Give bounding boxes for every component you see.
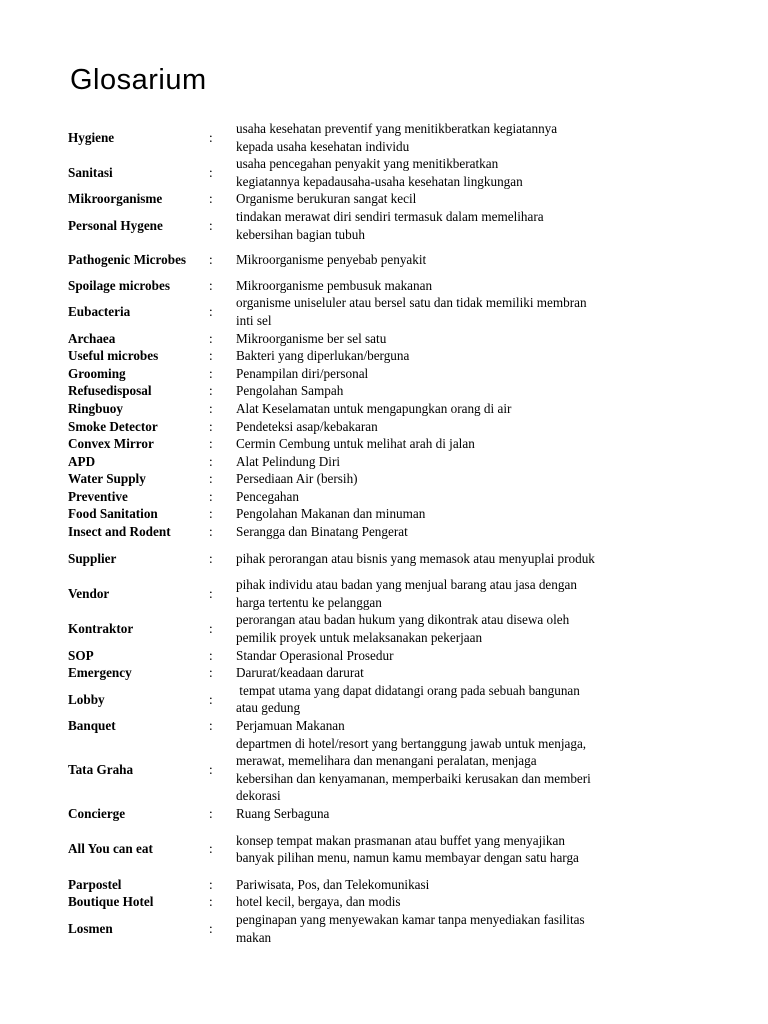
glossary-definition bbox=[236, 330, 641, 348]
term-separator: : bbox=[209, 550, 213, 566]
glossary-entry bbox=[68, 435, 708, 453]
term-separator: : bbox=[209, 129, 213, 145]
glossary-entry bbox=[68, 735, 708, 805]
glossary-entry bbox=[68, 470, 708, 488]
definition-line: inti sel bbox=[236, 312, 272, 328]
term-separator: : bbox=[209, 453, 213, 469]
term-separator: : bbox=[209, 665, 213, 681]
page-title: Glosarium bbox=[70, 64, 207, 96]
glossary-term: Concierge bbox=[68, 805, 126, 821]
glossary-entry bbox=[68, 893, 708, 911]
definition-line: makan bbox=[236, 929, 272, 945]
definition-line: hotel kecil, bergaya, dan modis bbox=[236, 894, 401, 910]
glossary-definition bbox=[236, 418, 641, 436]
glossary-entry bbox=[68, 418, 708, 436]
glossary-term: Hygiene bbox=[68, 129, 115, 145]
definition-line: penginapan yang menyewakan kamar tanpa menyediakan fasilitas bbox=[236, 911, 585, 927]
glossary-term: Ringbuoy bbox=[68, 400, 123, 416]
glossary-definition bbox=[236, 277, 641, 295]
glossary-entry bbox=[68, 400, 708, 418]
glossary-entry bbox=[68, 717, 708, 735]
glossary-definition bbox=[236, 155, 641, 190]
glossary-term: Personal Hygene bbox=[68, 217, 163, 233]
glossary-term: Food Sanitation bbox=[68, 506, 158, 522]
term-separator: : bbox=[209, 191, 213, 207]
definition-line: organisme uniseluler atau bersel satu dan tidak memiliki membran bbox=[236, 295, 587, 311]
definition-line: pemilik proyek untuk melaksanakan pekerjaan bbox=[236, 630, 483, 646]
glossary-definition bbox=[236, 435, 641, 453]
glossary-entry bbox=[68, 382, 708, 400]
definition-line: usaha pencegahan penyakit yang menitikberatkan bbox=[236, 156, 499, 172]
glossary-term: Water Supply bbox=[68, 471, 146, 487]
definition-line: kebersihan dan kenyamanan, memperbaiki kerusakan dan memberi bbox=[236, 770, 591, 786]
glossary-entry bbox=[68, 277, 708, 295]
glossary-term: Emergency bbox=[68, 665, 132, 681]
glossary-entry bbox=[68, 876, 708, 894]
glossary-definition bbox=[236, 805, 641, 823]
glossary-definition bbox=[236, 717, 641, 735]
term-separator: : bbox=[209, 718, 213, 733]
glossary-term: Insect and Rodent bbox=[68, 524, 171, 540]
definition-line: perorangan atau badan hukum yang dikontrak atau disewa oleh bbox=[236, 612, 570, 628]
definition-line: kepada usaha kesehatan individu bbox=[236, 138, 410, 154]
definition-line: Organisme berukuran sangat kecil bbox=[236, 191, 417, 207]
term-separator: : bbox=[209, 894, 213, 910]
glossary-term: Convex Mirror bbox=[68, 436, 154, 452]
glossary-term: Preventive bbox=[68, 488, 128, 504]
glossary-entry bbox=[68, 550, 708, 568]
glossary-definition bbox=[236, 400, 641, 418]
term-separator: : bbox=[209, 761, 213, 777]
glossary-term: Spoilage microbes bbox=[68, 277, 170, 293]
definition-line: Pendeteksi asap/kebakaran bbox=[236, 418, 378, 434]
definition-line: pihak individu atau badan yang menjual barang atau jasa dengan bbox=[236, 577, 577, 593]
term-separator: : bbox=[209, 365, 213, 381]
glossary-entry bbox=[68, 208, 708, 243]
glossary-definition bbox=[236, 576, 641, 611]
glossary-entry bbox=[68, 576, 708, 611]
term-separator: : bbox=[209, 252, 213, 268]
glossary-entry bbox=[68, 832, 708, 867]
definition-line: banyak pilihan menu, namun kamu membayar dengan satu harga bbox=[236, 850, 579, 866]
definition-line: Pengolahan Makanan dan minuman bbox=[236, 506, 426, 522]
glossary-definition bbox=[236, 251, 641, 269]
definition-line: tempat utama yang dapat didatangi orang pada sebuah bangunan bbox=[236, 682, 580, 698]
term-separator: : bbox=[209, 841, 213, 857]
term-separator: : bbox=[209, 164, 213, 180]
definition-line: konsep tempat makan prasmanan atau buffet yang menyajikan bbox=[236, 832, 565, 848]
glossary-entry bbox=[68, 664, 708, 682]
glossary-term: Grooming bbox=[68, 365, 126, 381]
glossary-definition bbox=[236, 876, 641, 894]
definition-line: dekorasi bbox=[236, 788, 281, 804]
definition-line: Pariwisata, Pos, dan Telekomunikasi bbox=[236, 876, 430, 892]
glossary-definition bbox=[236, 190, 641, 208]
glossary-term: All You can eat bbox=[68, 841, 153, 857]
glossary-definition bbox=[236, 294, 641, 329]
glossary-definition bbox=[236, 505, 641, 523]
term-separator: : bbox=[209, 621, 213, 637]
definition-line: Mikroorganisme penyebab penyakit bbox=[236, 252, 427, 268]
glossary-entry bbox=[68, 611, 708, 646]
definition-line: Alat Keselamatan untuk mengapungkan orang di air bbox=[236, 400, 512, 416]
definition-line: Cermin Cembung untuk melihat arah di jalan bbox=[236, 436, 475, 452]
glossary-definition bbox=[236, 382, 641, 400]
glossary-definition bbox=[236, 832, 641, 867]
term-separator: : bbox=[209, 400, 213, 416]
glossary-definition bbox=[236, 470, 641, 488]
glossary-term: Smoke Detector bbox=[68, 418, 158, 434]
term-separator: : bbox=[209, 277, 213, 293]
definition-line: Perjamuan Makanan bbox=[236, 718, 345, 733]
term-separator: : bbox=[209, 436, 213, 452]
glossary-entry bbox=[68, 647, 708, 665]
glossary-term: Tata Graha bbox=[68, 761, 134, 777]
glossary-entry bbox=[68, 523, 708, 541]
term-separator: : bbox=[209, 805, 213, 821]
term-separator: : bbox=[209, 691, 213, 707]
glossary-entry bbox=[68, 505, 708, 523]
term-separator: : bbox=[209, 506, 213, 522]
definition-line: Standar Operasional Prosedur bbox=[236, 647, 394, 663]
glossary-definition bbox=[236, 488, 641, 506]
glossary-term: Mikroorganisme bbox=[68, 191, 163, 207]
definition-line: Penampilan diri/personal bbox=[236, 365, 369, 381]
glossary-term: Kontraktor bbox=[68, 621, 134, 637]
glossary-entry bbox=[68, 190, 708, 208]
glossary-term: Losmen bbox=[68, 920, 113, 936]
term-separator: : bbox=[209, 383, 213, 399]
definition-line: Mikroorganisme ber sel satu bbox=[236, 330, 387, 346]
glossary-term: Vendor bbox=[68, 586, 110, 602]
definition-line: Pengolahan Sampah bbox=[236, 383, 344, 399]
glossary-term: Supplier bbox=[68, 550, 117, 566]
term-separator: : bbox=[209, 920, 213, 936]
term-separator: : bbox=[209, 330, 213, 346]
glossary-entry bbox=[68, 805, 708, 823]
glossary-entry bbox=[68, 347, 708, 365]
definition-line: Alat Pelindung Diri bbox=[236, 453, 341, 469]
definition-line: Pencegahan bbox=[236, 488, 299, 504]
term-separator: : bbox=[209, 524, 213, 540]
glossary-entry bbox=[68, 365, 708, 383]
glossary-term: Lobby bbox=[68, 691, 105, 707]
glossary-entry bbox=[68, 294, 708, 329]
glossary-term: Archaea bbox=[68, 330, 116, 346]
term-separator: : bbox=[209, 488, 213, 504]
glossary-term: Eubacteria bbox=[68, 304, 131, 320]
glossary-entry bbox=[68, 911, 708, 946]
glossary-definition bbox=[236, 347, 641, 365]
glossary-definition bbox=[236, 893, 641, 911]
definition-line: usaha kesehatan preventif yang menitikberatkan kegiatannya bbox=[236, 121, 558, 136]
term-separator: : bbox=[209, 348, 213, 364]
glossary-term: Parpostel bbox=[68, 876, 122, 892]
glossary-definition bbox=[236, 453, 641, 471]
definition-line: Bakteri yang diperlukan/berguna bbox=[236, 348, 410, 364]
glossary-list bbox=[68, 120, 708, 946]
glossary-definition bbox=[236, 647, 641, 665]
definition-line: atau gedung bbox=[236, 700, 301, 716]
term-separator: : bbox=[209, 304, 213, 320]
term-separator: : bbox=[209, 217, 213, 233]
definition-line: Darurat/keadaan darurat bbox=[236, 665, 364, 681]
definition-line: Serangga dan Binatang Pengerat bbox=[236, 524, 408, 540]
glossary-term: Banquet bbox=[68, 718, 116, 733]
glossary-term: SOP bbox=[68, 647, 94, 663]
definition-line: merawat, memelihara dan menangani peralatan, menjaga bbox=[236, 753, 537, 769]
definition-line: kegiatannya kepadausaha-usaha kesehatan lingkungan bbox=[236, 173, 523, 189]
glossary-entry bbox=[68, 488, 708, 506]
definition-line: departmen di hotel/resort yang bertanggung jawab untuk menjaga, bbox=[236, 735, 587, 751]
term-separator: : bbox=[209, 876, 213, 892]
glossary-definition bbox=[236, 664, 641, 682]
glossary-definition bbox=[236, 550, 641, 568]
glossary-term: APD bbox=[68, 453, 96, 469]
definition-line: tindakan merawat diri sendiri termasuk dalam memelihara bbox=[236, 208, 544, 224]
glossary-entry bbox=[68, 330, 708, 348]
definition-line: Mikroorganisme pembusuk makanan bbox=[236, 277, 433, 293]
glossary-term: Useful microbes bbox=[68, 348, 159, 364]
glossary-term: Refusedisposal bbox=[68, 383, 152, 399]
definition-line: kebersihan bagian tubuh bbox=[236, 226, 365, 242]
term-separator: : bbox=[209, 586, 213, 602]
glossary-entry bbox=[68, 155, 708, 190]
glossary-definition bbox=[236, 611, 641, 646]
glossary-definition bbox=[236, 523, 641, 541]
glossary-definition bbox=[236, 911, 641, 946]
glossary-definition bbox=[236, 365, 641, 383]
glossary-definition bbox=[236, 735, 641, 805]
glossary-term: Boutique Hotel bbox=[68, 894, 154, 910]
glossary-term: Pathogenic Microbes bbox=[68, 252, 187, 268]
glossary-entry bbox=[68, 453, 708, 471]
glossary-entry bbox=[68, 682, 708, 717]
glossary-definition bbox=[236, 208, 641, 243]
glossary-term: Sanitasi bbox=[68, 164, 113, 180]
definition-line: harga tertentu ke pelanggan bbox=[236, 594, 382, 610]
glossary-entry bbox=[68, 251, 708, 269]
term-separator: : bbox=[209, 418, 213, 434]
glossary-entry bbox=[68, 120, 708, 155]
definition-line: Ruang Serbaguna bbox=[236, 805, 330, 821]
glossary-definition bbox=[236, 120, 641, 155]
glossary-definition bbox=[236, 682, 641, 717]
definition-line: pihak perorangan atau bisnis yang memasok atau menyuplai produk bbox=[236, 550, 595, 566]
definition-line: Persediaan Air (bersih) bbox=[236, 471, 358, 487]
term-separator: : bbox=[209, 471, 213, 487]
term-separator: : bbox=[209, 647, 213, 663]
